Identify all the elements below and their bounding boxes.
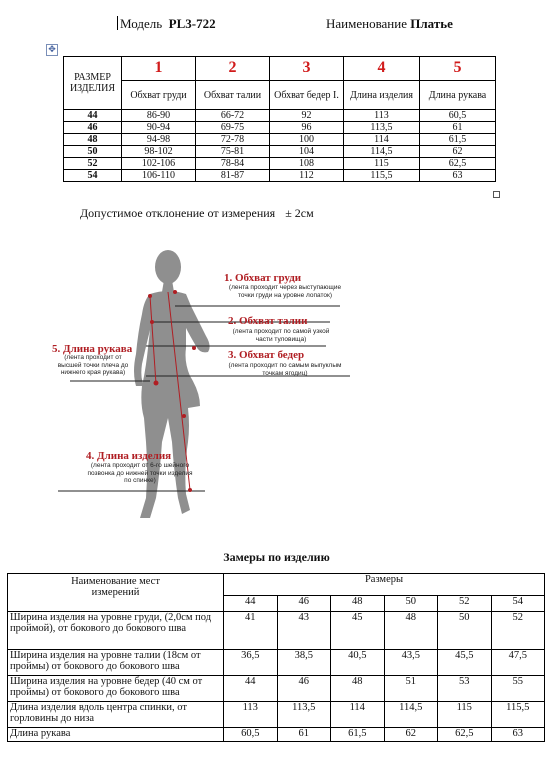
size-header: 52 (438, 596, 492, 612)
label-chest-note: (лента проходит через выступающие точки груди на уровне лопаток) (228, 284, 342, 299)
product-name-heading (326, 16, 453, 32)
table-row: Длина рукава 60,5 61 61,5 62 62,5 63 (8, 728, 545, 742)
label-waist-note: (лента проходит по самой узкой части туловища) (232, 328, 330, 343)
table-row: 50 98-102 75-81 104 114,5 62 (64, 146, 496, 158)
measurements-sizes-header: Размеры (224, 574, 545, 596)
label-hips-title: 3. Обхват бедер (228, 349, 305, 361)
product-name-label: Наименование (326, 16, 407, 31)
product-name-value: Платье (410, 16, 453, 31)
body-measurement-figure (50, 236, 360, 528)
table-row: Длина изделия вдоль центра спинки, от горловины до низа 113 113,5 114 114,5 115 115,5 (8, 702, 545, 728)
col-header: Длина рукава (420, 81, 496, 110)
table-row: 44 86-90 66-72 92 113 60,5 (64, 110, 496, 122)
model-label: Модель (120, 16, 163, 31)
table-row: Ширина изделия на уровне груди, (2,0см под проймой), от бокового до бокового шва 41 43 45 48 50 52 (8, 612, 545, 650)
tolerance-line (80, 206, 314, 221)
label-waist-title: 2. Обхват талии (228, 315, 308, 327)
table-row: 46 90-94 69-75 96 113,5 61 (64, 122, 496, 134)
size-header: 50 (384, 596, 438, 612)
col-number: 2 (196, 57, 270, 81)
size-table (63, 56, 496, 182)
col-number: 5 (420, 57, 496, 81)
table-row: 54 106-110 81-87 112 115,5 63 (64, 170, 496, 182)
label-hips-note: (лента проходит по самым выпуклым точкам ягодиц) (228, 362, 342, 377)
table-row: Ширина изделия на уровне талии (18см от проймы) от бокового до бокового шва 36,5 38,5 40,5 43,5 45,5 47,5 (8, 650, 545, 676)
table-row: Ширина изделия на уровне бедер (40 см от проймы) от бокового до бокового шва 44 46 48 51 53 55 (8, 676, 545, 702)
col-number: 1 (122, 57, 196, 81)
col-number: 4 (344, 57, 420, 81)
size-header: 44 (224, 596, 278, 612)
table-row: 48 94-98 72-78 100 114 61,5 (64, 134, 496, 146)
tolerance-text: Допустимое отклонение от измерения (80, 206, 276, 220)
col-header: Обхват бедер I. (270, 81, 344, 110)
table-row: 52 102-106 78-84 108 115 62,5 (64, 158, 496, 170)
label-length-note: (лента проходит от 6-го шейного позвонка до нижней точки изделия по спинке) (87, 462, 193, 484)
measurements-title: Замеры по изделию (223, 550, 330, 564)
label-chest-title: 1. Обхват груди (224, 272, 302, 284)
size-header: 48 (331, 596, 385, 612)
label-sleeve-note: (лента проходит от высшей точки плеча до нижнего края рукава) (57, 354, 129, 376)
col-header: Обхват талии (196, 81, 270, 110)
size-header: 54 (491, 596, 545, 612)
model-value: PL3-722 (168, 16, 216, 31)
label-length-title: 4. Длина изделия (86, 450, 172, 462)
tolerance-value: ± 2см (285, 206, 314, 220)
size-table-corner-header: РАЗМЕР ИЗДЕЛИЯ (64, 57, 122, 110)
table-resize-handle[interactable] (493, 191, 500, 198)
model-heading (117, 16, 216, 32)
text-cursor (117, 16, 118, 30)
col-header: Длина изделия (344, 81, 420, 110)
label-sleeve-title: 5. Длина рукава (52, 343, 133, 355)
measurements-table (7, 573, 545, 742)
table-move-handle-icon[interactable]: ✥ (46, 44, 58, 56)
col-number: 3 (270, 57, 344, 81)
measurements-name-header: Наименование мест измерений (8, 574, 224, 612)
col-header: Обхват груди (122, 81, 196, 110)
size-header: 46 (277, 596, 331, 612)
